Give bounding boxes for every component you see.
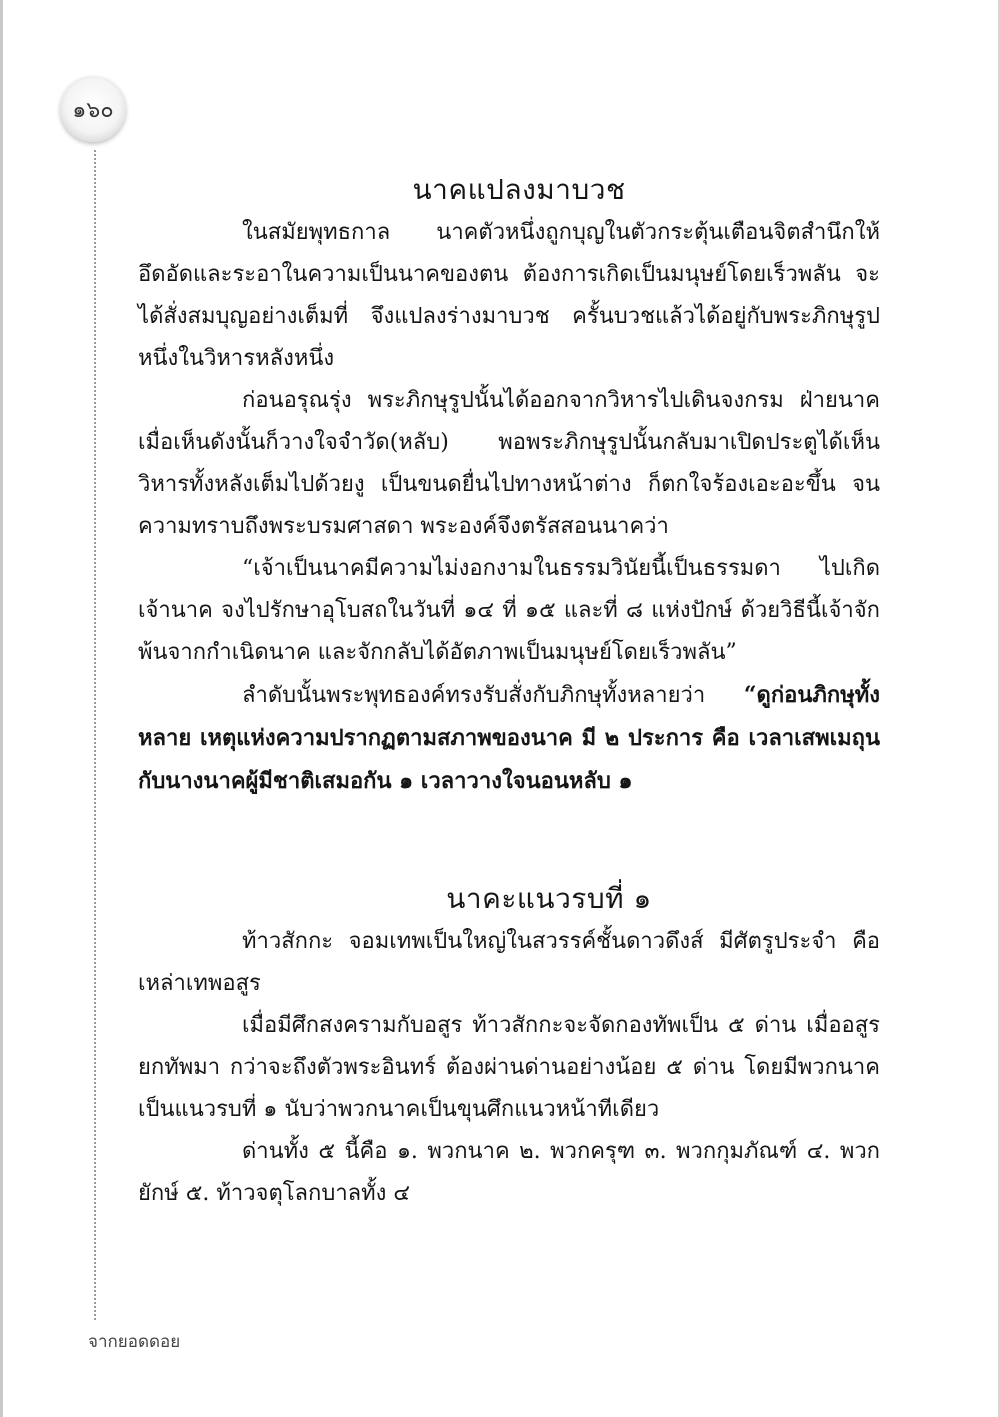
footer-book-title: จากยอดดอย [88,1332,181,1352]
paragraph: เมื่อมีศึกสงครามกับอสูร ท้าวสักกะจะจัดกองทัพเป็น ๕ ด่าน เมื่ออสูรยกทัพมา กว่าจะถึงตัวพระอินทร์ ต้องผ่านด่านอย่างน้อย ๕ ด่าน โดยมีพวกนาคเป็นแนวรบที่ ๑ นับว่าพวกนาคเป็นขุนศึกแนวหน้าทีเดียว [138,1013,880,1122]
paragraph: “เจ้าเป็นนาคมีความไม่งอกงามในธรรมวินัยนี้เป็นธรรมดา ไปเกิดเจ้านาค จงไปรักษาอุโบสถในวันที่ ๑๔ ที่ ๑๕ และที่ ๘ แห่งปักษ์ ด้วยวิธีนี้เจ้าจักพ้นจากกำเนิดนาค และจักกลับได้อัตภาพเป็นมนุษย์โดยเร็วพลัน” [138,556,880,665]
section-title-naga-frontline: นาคะแนวรบที่ ๑ [446,882,652,915]
page-content [138,168,880,1215]
paragraph: ด่านทั้ง ๕ นี้คือ ๑. พวกนาค ๒. พวกครุฑ ๓. พวกกุมภัณฑ์ ๔. พวกยักษ์ ๕. ท้าวจตุโลกบาลทั้ง ๔ [138,1139,880,1206]
paragraph-buddha-address [138,674,880,803]
section-title-naga-ordination: นาคแปลงมาบวช [412,173,626,206]
page-number-badge [60,76,126,142]
paragraph-lead: ลำดับนั้นพระพุทธองค์ทรงรับสั่งกับภิกษุทั้งหลายว่า [242,683,744,708]
dotted-margin-rule [94,150,96,1320]
page-number: ๑๖๐ [72,97,114,123]
paragraph: ท้าวสักกะ จอมเทพเป็นใหญ่ในสวรรค์ชั้นดาวดึงส์ มีศัตรูประจำ คือเหล่าเทพอสูร [138,929,880,996]
paragraph-bold-quote: “ดูก่อนภิกษุทั้งหลาย เหตุแห่งความปรากฏตามสภาพของนาค มี ๒ ประการ คือ เวลาเสพเมถุนกับนางนาคผู้มีชาติเสมอกัน ๑ เวลาวางใจนอนหลับ ๑ [138,682,880,794]
page-edge-left [0,0,3,1417]
paragraph: ก่อนอรุณรุ่ง พระภิกษุรูปนั้นได้ออกจากวิหารไปเดินจงกรม ฝ่ายนาคเมื่อเห็นดังนั้นก็วางใจจำวัด(หลับ) พอพระภิกษุรูปนั้นกลับมาเปิดประตูได้เห็นวิหารทั้งหลังเต็มไปด้วยงู เป็นขนดยื่นไปทางหน้าต่าง ก็ตกใจร้องเอะอะขึ้น จนความทราบถึงพระบรมศาสดา พระองค์จึงตรัสสอนนาคว่า [138,388,880,539]
paragraph: ในสมัยพุทธกาล นาคตัวหนึ่งถูกบุญในตัวกระตุ้นเตือนจิตสำนึกให้อึดอัดและระอาในความเป็นนาคของตน ต้องการเกิดเป็นมนุษย์โดยเร็วพลัน จะได้สั่งสมบุญอย่างเต็มที่ จึงแปลงร่างมาบวช ครั้นบวชแล้วได้อยู่กับพระภิกษุรูปหนึ่งในวิหารหลังหนึ่ง [138,220,880,371]
